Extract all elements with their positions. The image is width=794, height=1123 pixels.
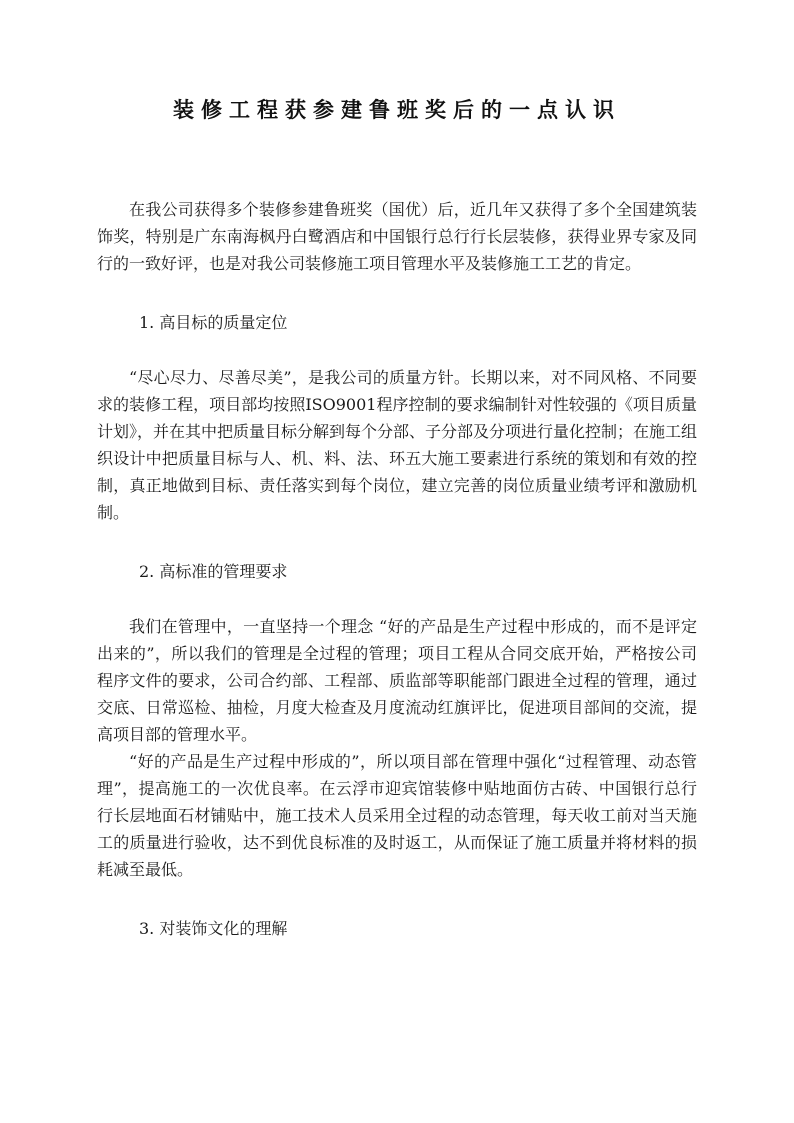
spacer xyxy=(97,883,697,915)
spacer xyxy=(97,526,697,558)
section-heading-2: 2. 高标准的管理要求 xyxy=(139,562,288,581)
section-heading-3: 3. 对装饰文化的理解 xyxy=(139,919,288,938)
section-2-paragraph-2: “好的产品是生产过程中形成的”，所以项目部在管理中强化“过程管理、动态管理”，提高施工的一次优良率。在云浮市迎宾馆装修中贴地面仿古砖、中国银行总行行长层地面石材铺贴中，施工技术人员采用全过程的动态管理，每天收工前对当天施工的质量进行验收，达不到优良标准的及时返工，从而保证了施工质量并将材料的损耗减至最低。 xyxy=(97,752,697,879)
section-2-paragraph-1: 我们在管理中，一直坚持一个理念 “好的产品是生产过程中形成的，而不是评定出来的”，所以我们的管理是全过程的管理；项目工程从合同交底开始，严格按公司程序文件的要求，公司合约部、工程部、质监部等职能部门跟进全过程的管理，通过交底、日常巡检、抽检，月度大检查及月度流动红旗评比，促进项目部间的交流，提高项目部的管理水平。 xyxy=(97,617,697,744)
spacer xyxy=(97,277,697,309)
document-title: 装修工程获参建鲁班奖后的一点认识 xyxy=(173,98,621,122)
intro-paragraph: 在我公司获得多个装修参建鲁班奖（国优）后，近几年又获得了多个全国建筑装饰奖，特别是广东南海枫丹白鹭酒店和中国银行总行行长层装修，获得业界专家及同行的一致好评，也是对我公司装修施工项目管理水平及装修施工工艺的肯定。 xyxy=(97,200,697,273)
section-heading-1: 1. 高目标的质量定位 xyxy=(139,313,288,332)
spacer xyxy=(97,585,697,613)
spacer xyxy=(97,336,697,364)
section-1-paragraph-1: “尽心尽力、尽善尽美”，是我公司的质量方针。长期以来，对不同风格、不同要求的装修工程，项目部均按照ISO9001程序控制的要求编制针对性较强的《项目质量计划》，并在其中把质量目标分解到每个分部、子分部及分项进行量化控制；在施工组织设计中把质量目标与人、机、料、法、环五大施工要素进行系统的策划和有效的控制，真正地做到目标、责任落实到每个岗位，建立完善的岗位质量业绩考评和激励机制。 xyxy=(97,368,698,522)
document-body xyxy=(97,196,697,942)
